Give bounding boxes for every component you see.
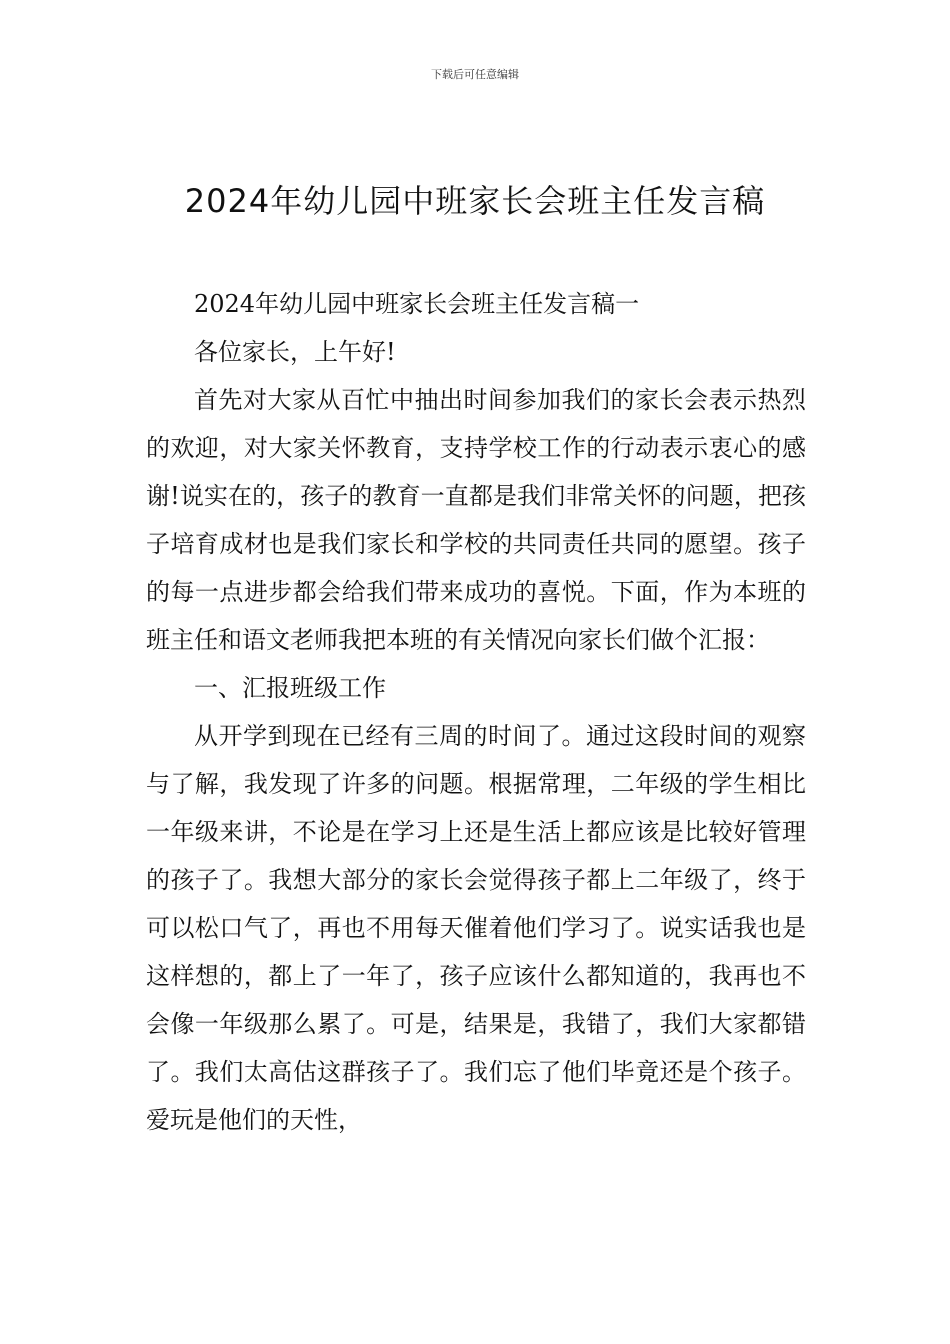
document-title: 2024年幼儿园中班家长会班主任发言稿 [184,182,766,220]
paragraph-body: 从开学到现在已经有三周的时间了。通过这段时间的观察与了解，我发现了许多的问题。根据常理，二年级的学生相比一年级来讲，不论是在学习上还是生活上都应该是比较好管理的孩子了。我想大部分的家长会觉得孩子都上二年级了，终于可以松口气了，再也不用每天催着他们学习了。说实话我也是这样想的，都上了一年了，孩子应该什么都知道的，我再也不会像一年级那么累了。可是，结果是，我错了，我们大家都错了。我们太高估这群孩子了。我们忘了他们毕竟还是个孩子。爱玩是他们的天性， [146,722,806,1134]
document-body [146,280,806,1144]
section-heading: 一、汇报班级工作 [194,674,386,702]
paragraph-subtitle: 2024年幼儿园中班家长会班主任发言稿一 [194,290,640,318]
paragraph-intro: 首先对大家从百忙中抽出时间参加我们的家长会表示热烈的欢迎，对大家关怀教育，支持学校工作的行动表示衷心的感谢!说实在的，孩子的教育一直都是我们非常关怀的问题，把孩子培育成材也是我们家长和学校的共同责任共同的愿望。孩子的每一点进步都会给我们带来成功的喜悦。下面，作为本班的班主任和语文老师我把本班的有关情况向家长们做个汇报： [146,386,806,654]
page-header-note: 下载后可任意编辑 [431,68,519,81]
paragraph-greeting: 各位家长，上午好! [194,338,396,366]
